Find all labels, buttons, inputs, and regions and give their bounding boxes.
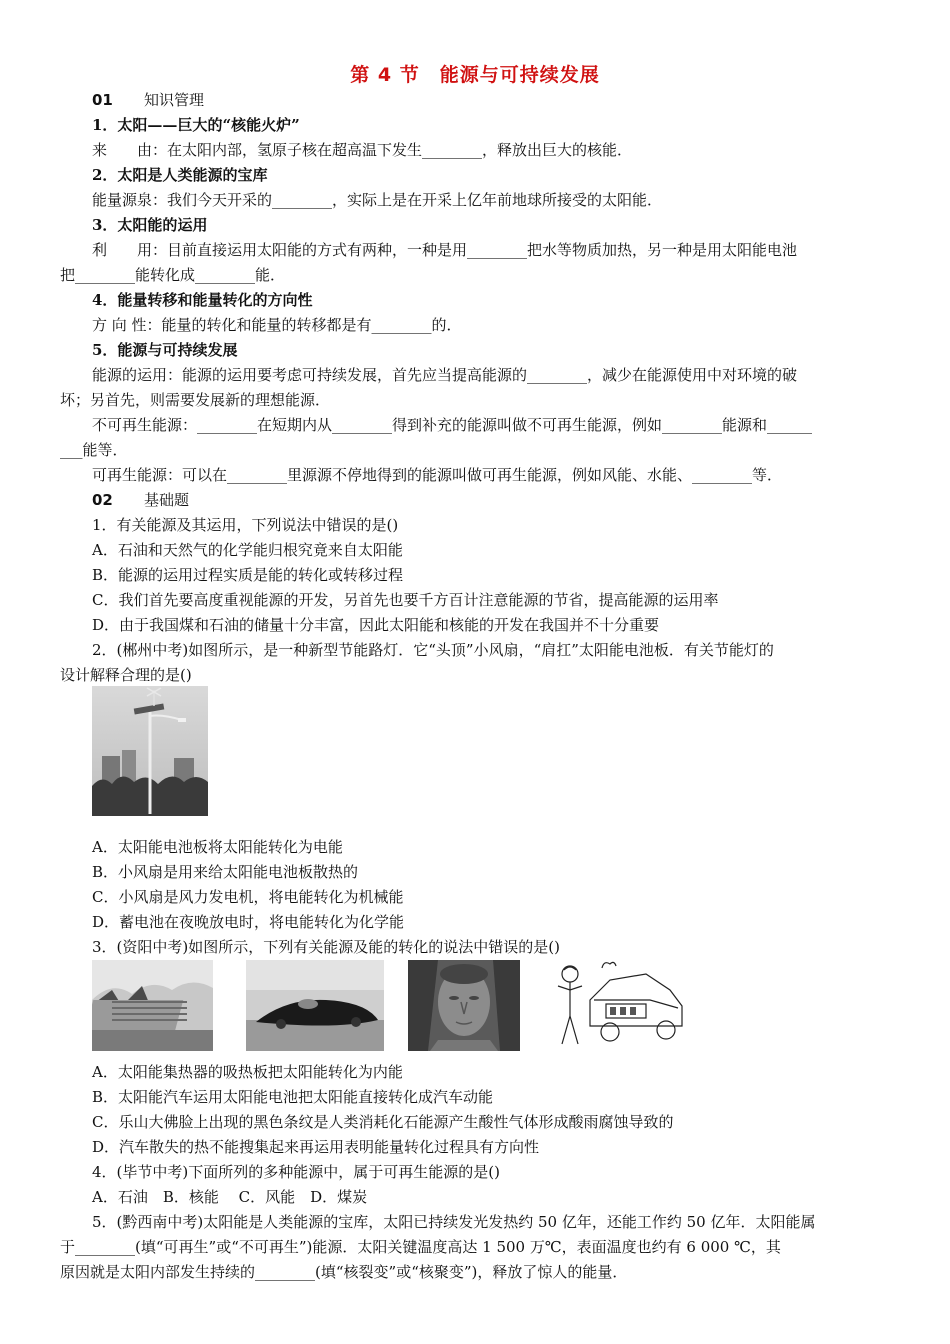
option-d: D．汽车散失的热不能搜集起来再运用表明能量转化过程具有方向性 [92, 1138, 540, 1156]
car-cartoon-drawing [550, 960, 690, 1051]
text-line: 利 用：目前直接运用太阳能的方式有两种，一种是用________把水等物质加热，另一种是用太阳能电池 [92, 241, 798, 259]
heading-direction: 4．能量转移和能量转化的方向性 [92, 291, 313, 309]
question-4: 4．(毕节中考)下面所列的多种能源中，属于可再生能源的是() [92, 1163, 500, 1181]
text-line: 不可再生能源：________在短期内从________得到补充的能源叫做不可再生能源，例如________能源和______ [92, 416, 813, 434]
heading-solar-use: 3．太阳能的运用 [92, 216, 208, 234]
option-a: A．石油和天然气的化学能归根究竟来自太阳能 [92, 541, 403, 559]
option-a: A．太阳能集热器的吸热板把太阳能转化为内能 [92, 1063, 403, 1081]
solar-collector-photo [92, 960, 213, 1051]
street-lamp-photo [92, 686, 208, 816]
text-line: 方 向 性：能量的转化和能量的转移都是有________的． [92, 316, 462, 334]
text-line: ___能等． [60, 441, 128, 459]
heading-energy-treasury: 2．太阳是人类能源的宝库 [92, 166, 268, 184]
question-4-options: A．石油 B．核能 C．风能 D．煤炭 [92, 1188, 368, 1206]
option-d: D．由于我国煤和石油的储量十分丰富，因此太阳能和核能的开发在我国并不十分重要 [92, 616, 660, 634]
leshan-buddha-photo [408, 960, 520, 1051]
section-label: 知识管理 [144, 91, 205, 109]
option-a: A．太阳能电池板将太阳能转化为电能 [92, 838, 343, 856]
text-line: 坏；另首先，则需要发展新的理想能源． [60, 391, 331, 409]
page-title: 第 4 节 能源与可持续发展 [350, 64, 600, 86]
section-label: 基础题 [144, 491, 190, 509]
section-header-knowledge [92, 91, 204, 109]
option-d: D．蓄电池在夜晚放电时，将电能转化为化学能 [92, 913, 405, 931]
question-5-cont: 于________(填“可再生”或“不可再生”)能源．太阳关键温度高达 1 500 万℃，表面温度也约有 6 000 ℃，其 [60, 1238, 781, 1256]
section-header-basics [92, 491, 189, 509]
text-line: 能量源泉：我们今天开采的________，实际上是在开采上亿年前地球所接受的太阳能． [92, 191, 663, 209]
question-3: 3．(资阳中考)如图所示，下列有关能源及能的转化的说法中错误的是() [92, 938, 560, 956]
section-number: 01 [92, 91, 113, 109]
option-b: B．能源的运用过程实质是能的转化或转移过程 [92, 566, 404, 584]
text-line: 来 由：在太阳内部，氢原子核在超高温下发生________，释放出巨大的核能． [92, 141, 633, 159]
solar-car-photo [246, 960, 384, 1051]
heading-sustainable: 5．能源与可持续发展 [92, 341, 238, 359]
option-b: B．小风扇是用来给太阳能电池板散热的 [92, 863, 359, 881]
option-c: C．我们首先要高度重视能源的开发，另首先也要千方百计注意能源的节省，提高能源的运用率 [92, 591, 719, 609]
text-line: 能源的运用：能源的运用要考虑可持续发展，首先应当提高能源的________，减少在能源使用中对环境的破 [92, 366, 798, 384]
option-b: B．太阳能汽车运用太阳能电池把太阳能直接转化成汽车动能 [92, 1088, 494, 1106]
question-5: 5．(黔西南中考)太阳能是人类能源的宝库，太阳已持续发光发热约 50 亿年，还能工作约 50 亿年．太阳能属 [92, 1213, 816, 1231]
text-line: 把________能转化成________能． [60, 266, 286, 284]
section-number: 02 [92, 491, 113, 509]
question-2: 2．(郴州中考)如图所示，是一种新型节能路灯．它“头顶”小风扇，“肩扛”太阳能电池板．有关节能灯的 [92, 641, 774, 659]
question-5-cont: 原因就是太阳内部发生持续的________(填“核裂变”或“核聚变”)，释放了惊人的能量． [60, 1263, 628, 1281]
text-line: 可再生能源：可以在________里源源不停地得到的能源叫做可再生能源，例如风能、水能、________等． [92, 466, 783, 484]
question-2-cont: 设计解释合理的是() [60, 666, 192, 684]
heading-sun-furnace: 1．太阳——巨大的“核能火炉” [92, 116, 300, 134]
option-c: C．小风扇是风力发电机，将电能转化为机械能 [92, 888, 404, 906]
question-1: 1．有关能源及其运用，下列说法中错误的是() [92, 516, 399, 534]
option-c: C．乐山大佛脸上出现的黑色条纹是人类消耗化石能源产生酸性气体形成酸雨腐蚀导致的 [92, 1113, 674, 1131]
